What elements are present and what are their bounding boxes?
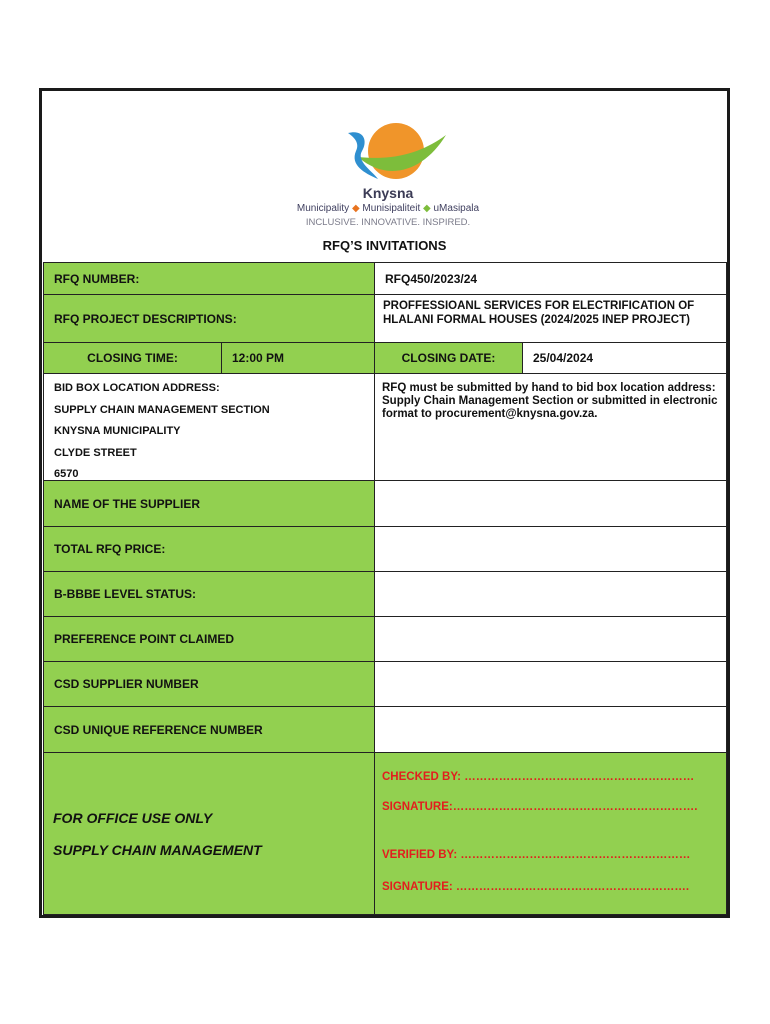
bid-box-address [43, 373, 375, 481]
address-line: SUPPLY CHAIN MANAGEMENT SECTION [54, 403, 270, 416]
bbbee-level-label: B-BBBE LEVEL STATUS: [43, 571, 375, 617]
checked-by-line: CHECKED BY: …………………………………………………… [382, 771, 695, 783]
page-title: RFQ’S INVITATIONS [322, 238, 447, 253]
office-use-title: FOR OFFICE USE ONLY [53, 810, 213, 826]
signature-line: SIGNATURE: ……………………………………………………. [382, 881, 690, 893]
verified-by-line: VERIFIED BY: …………………………………………………… [382, 849, 691, 861]
preference-point-field[interactable] [374, 616, 727, 662]
office-department: SUPPLY CHAIN MANAGEMENT [53, 842, 262, 858]
logo-languages [268, 203, 508, 214]
total-price-field[interactable] [374, 526, 727, 572]
signature-line: SIGNATURE:………………………………………………………. [382, 801, 698, 813]
rfq-description-label: RFQ PROJECT DESCRIPTIONS: [43, 294, 375, 343]
logo-municipality: Municipality [296, 203, 350, 214]
closing-time-label: CLOSING TIME: [43, 342, 222, 374]
bbbee-level-field[interactable] [374, 571, 727, 617]
rfq-description-value: PROFFESSIOANL SERVICES FOR ELECTRIFICATION OF HLALANI FORMAL HOUSES (2024/2025 INEP PROJECT) [374, 294, 727, 343]
knysna-logo [268, 121, 508, 231]
office-use-section [43, 752, 375, 915]
logo-tagline: INCLUSIVE. INNOVATIVE. INSPIRED. [305, 217, 471, 228]
address-line: 6570 [54, 468, 79, 480]
csd-reference-label: CSD UNIQUE REFERENCE NUMBER [43, 706, 375, 753]
preference-point-label: PREFERENCE POINT CLAIMED [43, 616, 375, 662]
address-line: KNYSNA MUNICIPALITY [54, 425, 181, 437]
dot-icon: ◆ [351, 203, 360, 214]
closing-date-label: CLOSING DATE: [374, 342, 523, 374]
rfq-number-value: RFQ450/2023/24 [374, 262, 727, 295]
csd-supplier-number-label: CSD SUPPLIER NUMBER [43, 661, 375, 707]
closing-time-value: 12:00 PM [221, 342, 375, 374]
dot-icon: ◆ [423, 203, 431, 214]
supplier-name-field[interactable] [374, 480, 727, 527]
csd-reference-field[interactable] [374, 706, 727, 753]
address-line: BID BOX LOCATION ADDRESS: [54, 382, 220, 394]
logo-umasipala: uMasipala [433, 203, 480, 214]
submission-instructions: RFQ must be submitted by hand to bid box location address: Supply Chain Management Section or submitted in electronic format to procurement@knysna.gov.za. [374, 373, 727, 481]
supplier-name-label: NAME OF THE SUPPLIER [43, 480, 375, 527]
rfq-form [39, 88, 730, 918]
logo-brand-name: Knysna [362, 185, 414, 201]
csd-supplier-number-field[interactable] [374, 661, 727, 707]
total-price-label: TOTAL RFQ PRICE: [43, 526, 375, 572]
office-signatures [374, 752, 727, 915]
knysna-emblem-icon [328, 121, 448, 183]
rfq-number-label: RFQ NUMBER: [43, 262, 375, 295]
closing-date-value: 25/04/2024 [522, 342, 727, 374]
address-line: CLYDE STREET [54, 446, 137, 459]
logo-munisipaliteit: Munisipaliteit [362, 203, 421, 214]
